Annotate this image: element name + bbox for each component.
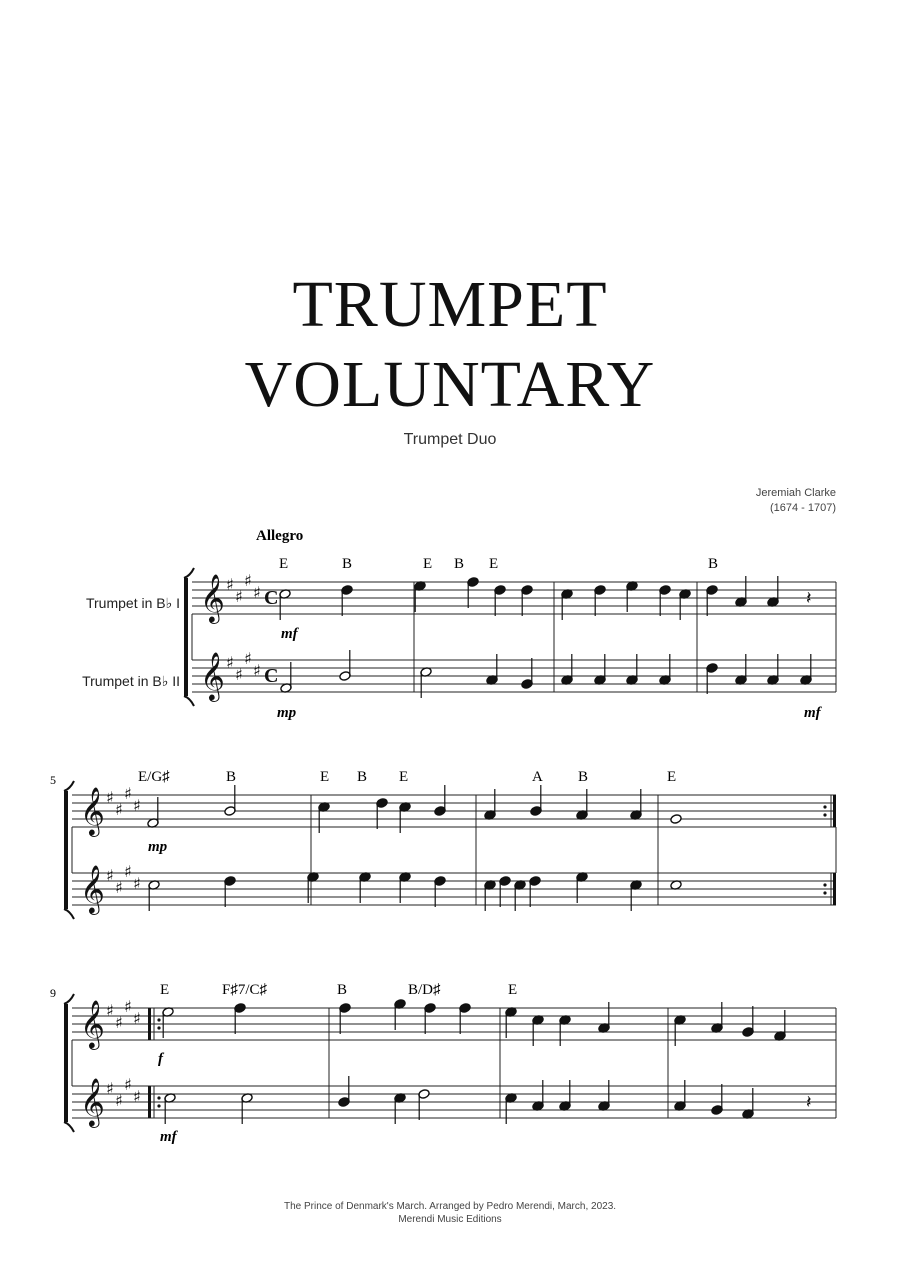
repeat-dot — [157, 1018, 160, 1021]
sharp-icon: ♯ — [253, 661, 261, 680]
chord-symbol: B — [226, 769, 237, 785]
subtitle: Trumpet Duo — [403, 431, 497, 448]
treble-clef-icon: 𝄞 — [200, 651, 225, 700]
footer — [0, 1200, 900, 1226]
sharp-icon: ♯ — [124, 997, 132, 1016]
instrument-label-2: Trumpet in B♭ II — [82, 673, 180, 689]
bracket-hook — [184, 568, 194, 578]
chord-symbol: B/D♯ — [408, 982, 441, 998]
tempo-marking: Allegro — [256, 528, 304, 544]
dynamic-marking: mp — [277, 705, 297, 721]
sharp-icon: ♯ — [106, 1001, 114, 1020]
note-head — [670, 814, 682, 825]
measure-number-9: 9 — [50, 986, 56, 1000]
repeat-dot — [823, 813, 826, 816]
sharp-icon: ♯ — [133, 796, 141, 815]
chord-symbol: E — [423, 556, 433, 572]
sharp-icon: ♯ — [235, 665, 243, 684]
chord-symbol: A — [532, 769, 543, 785]
final-barline — [833, 873, 836, 905]
repeat-dot — [823, 883, 826, 886]
sharp-icon: ♯ — [115, 800, 123, 819]
repeat-dot — [823, 805, 826, 808]
chord-symbol: B — [357, 769, 368, 785]
bracket-hook — [64, 1122, 74, 1132]
staff-systems — [64, 568, 836, 1132]
dynamic-marking: f — [158, 1051, 163, 1067]
repeat-dot — [157, 1104, 160, 1107]
sharp-icon: ♯ — [124, 862, 132, 881]
sharp-icon: ♯ — [226, 575, 234, 594]
treble-clef-icon: 𝄞 — [80, 786, 105, 835]
composer-name: Jeremiah Clarke — [755, 487, 836, 499]
bracket-hook — [64, 909, 74, 919]
sharp-icon: ♯ — [124, 1075, 132, 1094]
treble-clef-icon: 𝄞 — [80, 1077, 105, 1126]
system-bracket — [64, 791, 68, 909]
bracket-hook — [64, 781, 74, 791]
bracket-hook — [184, 696, 194, 706]
dynamic-marking: mf — [281, 626, 298, 642]
footer-credit: The Prince of Denmark's March. Arranged by Pedro Merendi, March, 2023. — [283, 1201, 617, 1212]
sharp-icon: ♯ — [106, 788, 114, 807]
chord-symbols-system-3 — [160, 982, 517, 998]
system-bracket — [184, 578, 188, 696]
treble-clef-icon: 𝄞 — [80, 999, 105, 1048]
title-line-1: TRUMPET — [292, 268, 608, 341]
sharp-icon: ♯ — [133, 1087, 141, 1106]
sharp-icon: ♯ — [133, 874, 141, 893]
repeat-dot — [157, 1026, 160, 1029]
repeat-dot — [823, 891, 826, 894]
sharp-icon: ♯ — [115, 878, 123, 897]
chord-symbols-system-2 — [138, 769, 676, 785]
common-time-icon: C — [264, 587, 279, 609]
bracket-hook — [64, 994, 74, 1004]
sharp-icon: ♯ — [253, 583, 261, 602]
chord-symbol: E — [399, 769, 409, 785]
quarter-rest-icon: 𝄽 — [806, 1092, 812, 1113]
chord-symbol: B — [342, 556, 353, 572]
repeat-barline — [148, 1086, 151, 1118]
sharp-icon: ♯ — [244, 649, 252, 668]
chord-symbol: E — [667, 769, 677, 785]
quarter-rest-icon: 𝄽 — [806, 588, 812, 609]
chord-symbol: E — [508, 982, 518, 998]
sharp-icon: ♯ — [115, 1091, 123, 1110]
sharp-icon: ♯ — [244, 571, 252, 590]
final-barline — [833, 795, 836, 827]
chord-symbol: B — [708, 556, 719, 572]
chord-symbol: B — [337, 982, 348, 998]
composer-dates: (1674 - 1707) — [769, 502, 836, 514]
sharp-icon: ♯ — [133, 1009, 141, 1028]
chord-symbol: E — [320, 769, 330, 785]
treble-clef-icon: 𝄞 — [80, 864, 105, 913]
chord-symbol: F♯7/C♯ — [222, 982, 268, 998]
treble-clef-icon: 𝄞 — [200, 573, 225, 622]
sharp-icon: ♯ — [226, 653, 234, 672]
title-line-2: VOLUNTARY — [244, 348, 656, 421]
chord-symbol: E — [160, 982, 170, 998]
sharp-icon: ♯ — [124, 784, 132, 803]
sharp-icon: ♯ — [235, 587, 243, 606]
dynamic-marking: mf — [804, 705, 821, 721]
chord-symbol: E — [279, 556, 289, 572]
system-bracket — [64, 1004, 68, 1122]
chord-symbol: E — [489, 556, 499, 572]
chord-symbol: E/G♯ — [138, 769, 170, 785]
dynamic-marking: mp — [148, 839, 168, 855]
footer-publisher: Merendi Music Editions — [398, 1214, 502, 1225]
measure-number-5: 5 — [50, 773, 56, 787]
repeat-barline — [148, 1008, 151, 1040]
instrument-label-1: Trumpet in B♭ I — [85, 595, 180, 611]
chord-symbol: B — [454, 556, 465, 572]
chord-symbols-system-1 — [279, 556, 718, 572]
dynamic-marking: mf — [160, 1129, 177, 1145]
sharp-icon: ♯ — [115, 1013, 123, 1032]
common-time-icon: C — [264, 665, 279, 687]
sharp-icon: ♯ — [106, 866, 114, 885]
repeat-dot — [157, 1096, 160, 1099]
chord-symbol: B — [578, 769, 589, 785]
sharp-icon: ♯ — [106, 1079, 114, 1098]
